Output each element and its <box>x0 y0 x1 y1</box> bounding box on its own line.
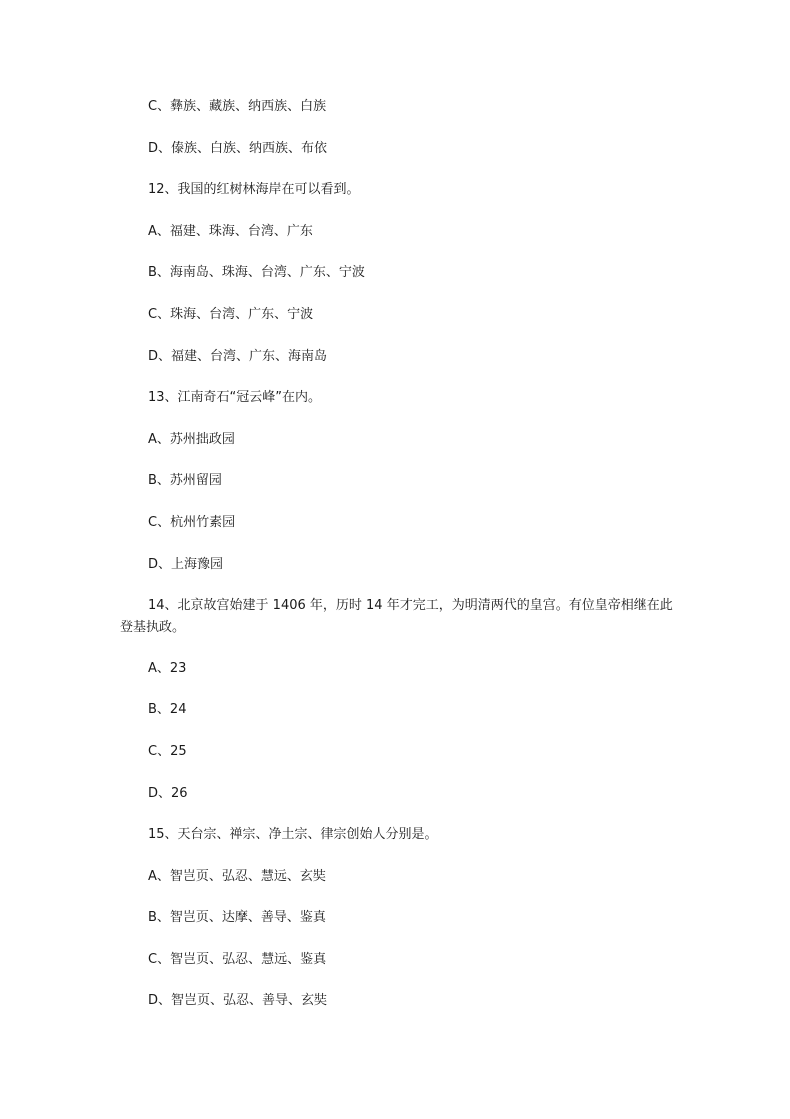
option-13b: B、苏州留园 <box>148 473 222 488</box>
option-13d: D、上海豫园 <box>148 557 224 572</box>
option-12c: C、珠海、台湾、广东、宁波 <box>148 307 314 322</box>
option-12a: A、福建、珠海、台湾、广东 <box>148 224 313 239</box>
question-12: 12、我国的红树林海岸在可以看到。 <box>148 182 360 197</box>
question-15: 15、天台宗、禅宗、净土宗、律宗创始人分别是。 <box>148 827 438 842</box>
option-14a: A、23 <box>148 661 187 676</box>
option-15a: A、智岂页、弘忍、慧远、玄奘 <box>148 869 326 884</box>
option-14d: D、26 <box>148 786 188 801</box>
option-12d: D、福建、台湾、广东、海南岛 <box>148 349 328 364</box>
option-14b: B、24 <box>148 702 187 717</box>
option-15b: B、智岂页、达摩、善导、鉴真 <box>148 910 326 925</box>
option-11d: D、傣族、白族、纳西族、布依 <box>148 141 328 156</box>
option-11c: C、彝族、藏族、纳西族、白族 <box>148 99 327 114</box>
option-15c: C、智岂页、弘忍、慧远、鉴真 <box>148 952 327 967</box>
option-13a: A、苏州拙政园 <box>148 432 235 447</box>
option-13c: C、杭州竹素园 <box>148 515 236 530</box>
question-14: 14、北京故宫始建于 1406 年，历时 14 年才完工，为明清两代的皇宫。有位皇帝相继在此登基执政。 <box>120 598 673 635</box>
option-15d: D、智岂页、弘忍、善导、玄奘 <box>148 993 328 1008</box>
option-12b: B、海南岛、珠海、台湾、广东、宁波 <box>148 265 365 280</box>
question-13: 13、江南奇石“冠云峰”在内。 <box>148 390 322 405</box>
option-14c: C、25 <box>148 744 187 759</box>
